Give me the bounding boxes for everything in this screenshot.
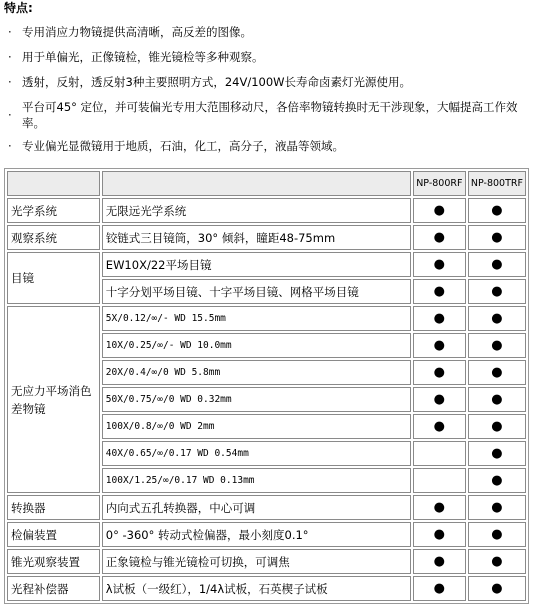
included-dot-icon: ● (413, 252, 466, 277)
table-row (7, 225, 526, 250)
row-label: 无应力平场消色差物镜 (7, 306, 100, 493)
feature-text: 专业偏光显微镜用于地质，石油，化工，高分子，液晶等领域。 (22, 139, 344, 153)
table-row (7, 549, 526, 574)
feature-item (0, 99, 533, 131)
row-value: 内向式五孔转换器，中心可调 (102, 495, 411, 520)
row-label: 转换器 (7, 495, 100, 520)
row-value: 0° -360° 转动式检偏器，最小刻度0.1° (102, 522, 411, 547)
included-dot-icon: ● (468, 279, 526, 304)
included-dot-icon: ● (413, 333, 466, 358)
bullet-icon: · (8, 75, 12, 89)
included-dot-icon: ● (413, 495, 466, 520)
row-label: 光学系统 (7, 198, 100, 223)
model-header: NP-800TRF (468, 171, 526, 196)
row-label: 锥光观察装置 (7, 549, 100, 574)
included-dot-icon: ● (468, 387, 526, 412)
spec-table (4, 168, 529, 604)
feature-text: 用于单偏光，正像镜检，锥光镜检等多种观察。 (22, 50, 264, 64)
bullet-icon: · (8, 25, 12, 39)
row-value: 20X/0.4/∞/0 WD 5.8mm (102, 360, 411, 385)
included-dot-icon: ● (413, 306, 466, 331)
feature-item (0, 138, 533, 154)
bullet-icon: · (8, 50, 12, 64)
feature-text: 透射，反射，透反射3种主要照明方式，24V/100W长寿命卤素灯光源使用。 (22, 75, 412, 89)
table-header-row (7, 171, 526, 196)
row-label: 目镜 (7, 252, 100, 304)
table-row (7, 306, 526, 331)
included-dot-icon: ● (468, 441, 526, 466)
included-dot-icon: ● (413, 549, 466, 574)
feature-item (0, 49, 533, 65)
row-value: λ试板（一级红），1/4λ试板，石英楔子试板 (102, 576, 411, 601)
included-dot-icon: ● (413, 360, 466, 385)
row-label: 光程补偿器 (7, 576, 100, 601)
table-row (7, 252, 526, 277)
row-value: 十字分划平场目镜、十字平场目镜、网格平场目镜 (102, 279, 411, 304)
included-dot-icon: ● (413, 576, 466, 601)
header-blank-cell (7, 171, 100, 196)
included-dot-icon: ● (413, 198, 466, 223)
row-label: 检偏装置 (7, 522, 100, 547)
included-dot-icon: ● (468, 549, 526, 574)
row-value: 100X/0.8/∞/0 WD 2mm (102, 414, 411, 439)
included-dot-icon: ● (468, 225, 526, 250)
row-value: 铰链式三目镜筒，30° 倾斜，瞳距48-75mm (102, 225, 411, 250)
included-dot-icon: ● (468, 414, 526, 439)
included-dot-icon: ● (468, 468, 526, 493)
header-blank-cell (102, 171, 411, 196)
bullet-icon: · (8, 139, 12, 153)
row-value: 10X/0.25/∞/- WD 10.0mm (102, 333, 411, 358)
included-dot-icon: ● (468, 198, 526, 223)
row-value: 40X/0.65/∞/0.17 WD 0.54mm (102, 441, 411, 466)
feature-text: 专用消应力物镜提供高清晰，高反差的图像。 (22, 25, 252, 39)
included-dot-icon: ● (468, 576, 526, 601)
included-dot-icon: ● (413, 225, 466, 250)
included-dot-icon: ● (468, 522, 526, 547)
empty-cell (413, 441, 466, 466)
model-header: NP-800RF (413, 171, 466, 196)
features-list (0, 24, 533, 163)
feature-text: 平台可45° 定位，并可装偏光专用大范围移动尺，各倍率物镜转换时无干涉现象，大幅提高工作效率。 (22, 100, 518, 130)
included-dot-icon: ● (468, 306, 526, 331)
row-value: 5X/0.12/∞/- WD 15.5mm (102, 306, 411, 331)
empty-cell (413, 468, 466, 493)
table-row (7, 576, 526, 601)
row-value: 50X/0.75/∞/0 WD 0.32mm (102, 387, 411, 412)
bullet-icon: · (8, 108, 12, 122)
row-value: 100X/1.25/∞/0.17 WD 0.13mm (102, 468, 411, 493)
included-dot-icon: ● (468, 333, 526, 358)
included-dot-icon: ● (413, 414, 466, 439)
included-dot-icon: ● (468, 495, 526, 520)
row-label: 观察系统 (7, 225, 100, 250)
included-dot-icon: ● (468, 360, 526, 385)
included-dot-icon: ● (413, 387, 466, 412)
included-dot-icon: ● (413, 279, 466, 304)
row-value: 正象镜检与锥光镜检可切换，可调焦 (102, 549, 411, 574)
feature-item (0, 24, 533, 40)
row-value: 无限远光学系统 (102, 198, 411, 223)
included-dot-icon: ● (468, 252, 526, 277)
feature-item (0, 74, 533, 90)
table-row (7, 198, 526, 223)
table-row (7, 522, 526, 547)
included-dot-icon: ● (413, 522, 466, 547)
table-row (7, 495, 526, 520)
row-value: EW10X/22平场目镜 (102, 252, 411, 277)
features-heading: 特点: (4, 1, 33, 15)
